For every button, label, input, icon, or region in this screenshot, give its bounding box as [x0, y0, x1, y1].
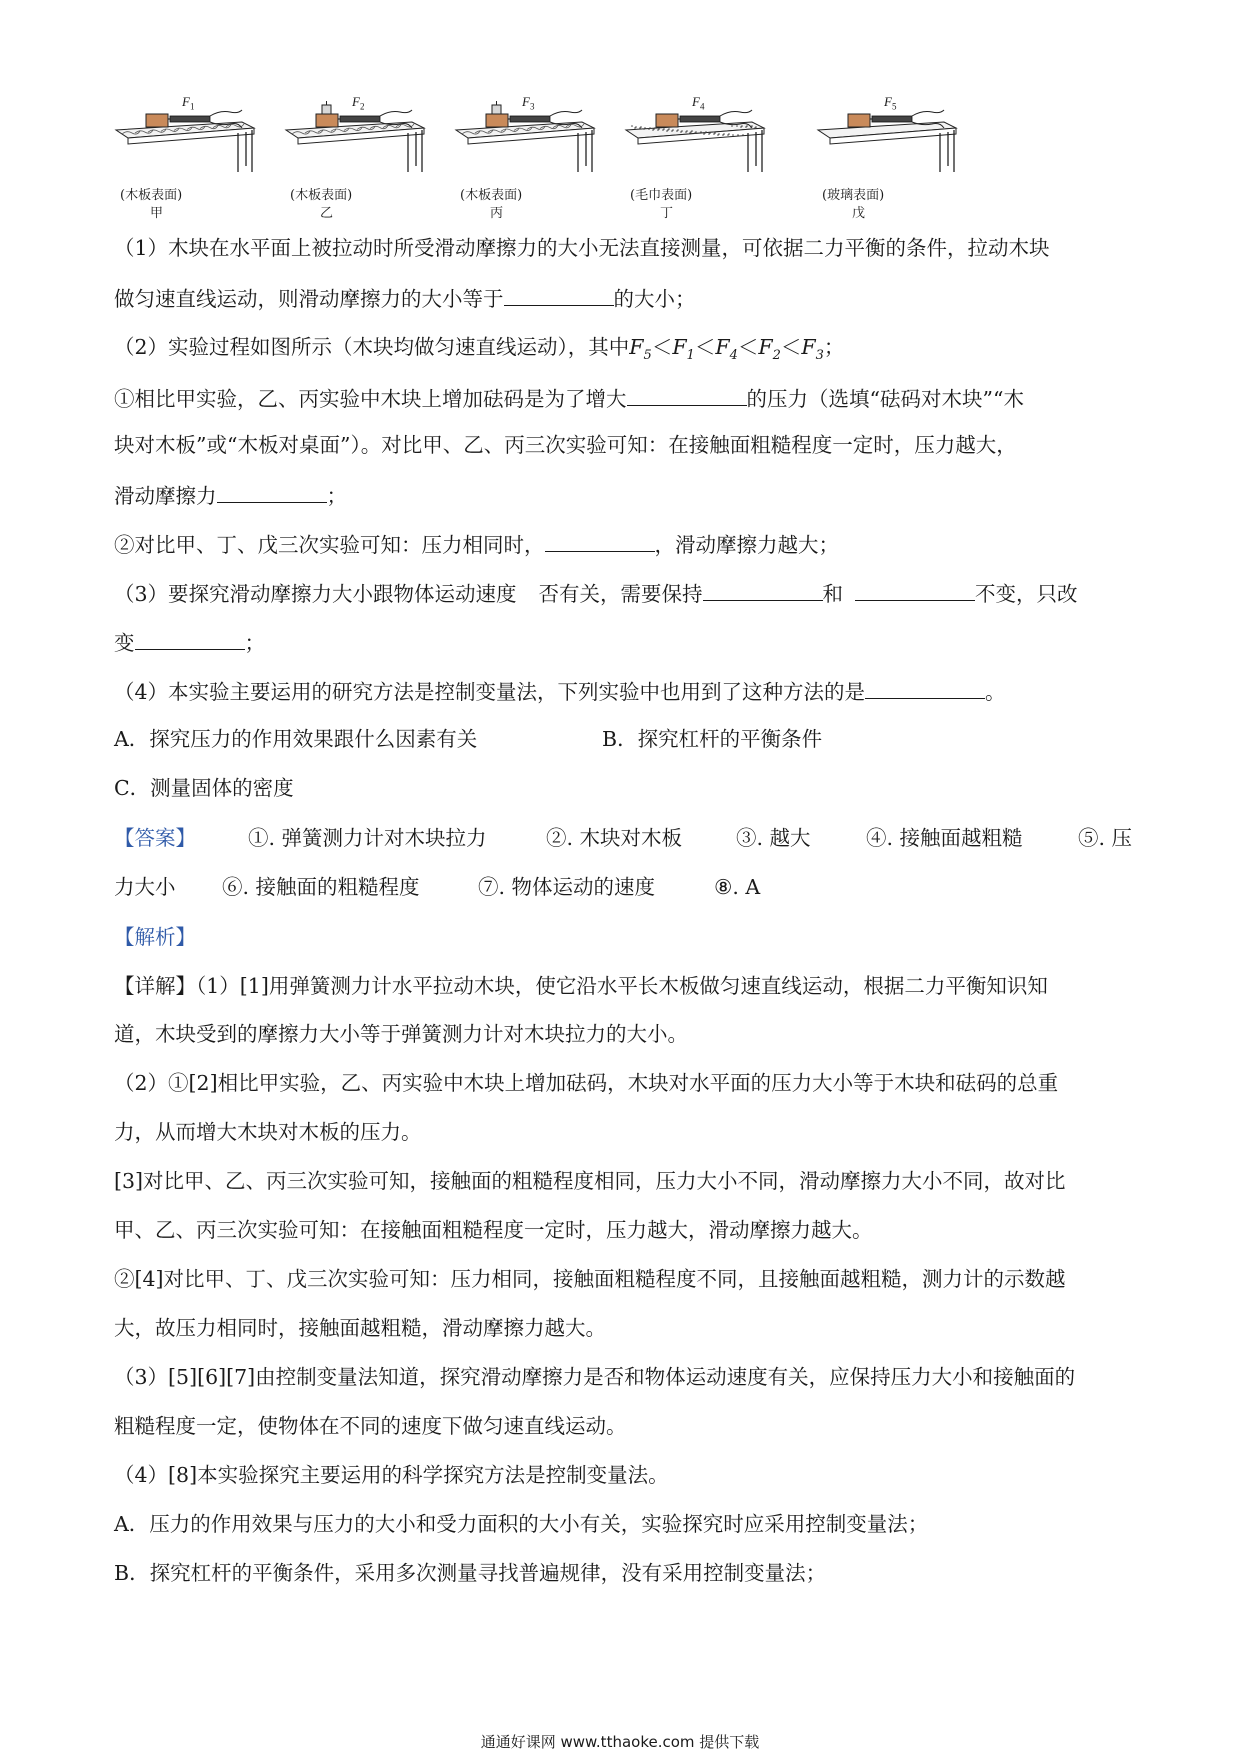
q1-line2-a: 做匀速直线运动，则滑动摩擦力的大小等于: [114, 287, 504, 311]
q3-a: （3）要探究滑动摩擦力大小跟物体运动速度: [114, 582, 517, 606]
option-b: B．探究杠杆的平衡条件: [602, 727, 823, 751]
detail-line11: （4）[8]本实验探究主要运用的科学探究方法是控制变量法。: [114, 1463, 669, 1487]
answer-blank-1[interactable]: [504, 285, 614, 306]
q1-line2: [114, 285, 1126, 311]
towel-dot: [676, 130, 678, 132]
force-symbol: $F_2$: [758, 335, 781, 364]
spring-scale: [872, 116, 912, 122]
towel-dot: [643, 128, 645, 130]
spring-scale: [510, 116, 550, 122]
answer-blank-3[interactable]: [217, 482, 327, 503]
q2-p1-a: ①相比甲实验，乙、丙实验中木块上增加砝码是为了增大: [114, 387, 627, 411]
q2-p2-line: [114, 531, 1126, 557]
answer-item-2: ②. 木块对木板: [546, 826, 683, 850]
force-label: $F_4$: [692, 94, 705, 112]
detail-text-1: （1）[1]用弹簧测力计水平拉动木块，使它沿水平长木板做匀速直线运动，根据二力平衡知识知: [196, 974, 1048, 998]
towel-dot: [727, 134, 729, 136]
answer-blank-8[interactable]: [865, 678, 985, 699]
answer-item-5: ⑤. 压: [1078, 826, 1133, 850]
surface-label: (毛巾表面): [630, 188, 693, 203]
towel-dot: [708, 133, 710, 135]
q3-c: 和: [822, 582, 844, 606]
towel-dot: [680, 131, 682, 133]
detail-line8: 大，故压力相同时，接触面越粗糙，滑动摩擦力越大。: [114, 1316, 606, 1340]
wood-block: [316, 114, 338, 127]
towel-dot: [732, 134, 734, 136]
towel-dot: [634, 127, 636, 129]
force-symbol: $F_1$: [672, 335, 695, 364]
q2-p2-a: ②对比甲、丁、戊三次实验可知：压力相同时，: [114, 533, 545, 557]
force-label: $F_5$: [884, 94, 897, 112]
force-symbol: $F_5$: [629, 335, 652, 364]
force-inequality: [629, 335, 845, 364]
force-label: $F_3$: [522, 94, 535, 112]
detail-line13: B．探究杠杆的平衡条件，采用多次测量寻找普遍规律，没有采用控制变量法；: [114, 1561, 827, 1585]
answer-blank-4[interactable]: [545, 531, 655, 552]
answer-line2: [114, 875, 1126, 899]
towel-dot: [742, 134, 744, 136]
detail-line7: ②[4]对比甲、丁、戊三次实验可知：压力相同，接触面粗糙程度不同，且接触面越粗糙，测力计的示数越: [114, 1267, 1066, 1291]
q3-f: ；: [244, 631, 265, 655]
answer-item-1: ①. 弹簧测力计对木块拉力: [248, 826, 487, 850]
surface-label: (木板表面): [120, 188, 183, 203]
q1-line2-b: 的大小；: [613, 287, 696, 311]
spring-scale: [170, 116, 210, 122]
q2-p1-d: 滑动摩擦力: [114, 484, 217, 508]
figure-caption: 乙: [320, 206, 334, 221]
figure-ding: [622, 92, 772, 222]
towel-dot: [648, 128, 650, 130]
q1-line1: （1）木块在水平面上被拉动时所受滑动摩擦力的大小无法直接测量，可依据二力平衡的条件，拉动木块: [114, 236, 1050, 260]
detail-line6: 甲、乙、丙三次实验可知：在接触面粗糙程度一定时，压力越大，滑动摩擦力越大。: [114, 1218, 873, 1242]
towel-dot: [740, 126, 742, 128]
detail-label: 【详解】: [114, 974, 196, 998]
towel-dot: [737, 134, 739, 136]
force-label: $F_1$: [182, 94, 195, 112]
towel-dot: [736, 125, 738, 127]
inequality-symbol: ＜: [780, 335, 802, 359]
towel-dot: [652, 129, 654, 131]
q2-p1-line2: 块对木板”或“木板对桌面”）。对比甲、乙、丙三次实验可知：在接触面粗糙程度一定时，压力越大，: [114, 433, 1017, 457]
q2-p1-line1: [114, 385, 1126, 411]
towel-dot: [713, 133, 715, 135]
inequality-symbol: ＜: [651, 335, 673, 359]
figure-caption: 甲: [150, 206, 164, 221]
q3-line2: [114, 629, 1126, 655]
q2-p2-b: ，滑动摩擦力越大；: [654, 533, 839, 557]
figure-yi: [282, 92, 432, 222]
spring-scale: [340, 116, 380, 122]
q3-e: 变: [114, 631, 135, 655]
detail-line10: 粗糙程度一定，使物体在不同的速度下做匀速直线运动。: [114, 1414, 627, 1438]
force-label: $F_2$: [352, 94, 365, 112]
towel-dot: [662, 129, 664, 131]
answer-blank-2[interactable]: [627, 385, 747, 406]
figure-wu: [814, 92, 964, 222]
q4-b: 。: [985, 680, 1006, 704]
detail-line1: [114, 974, 1126, 998]
towel-dot: [631, 125, 633, 127]
q2-intro-line: [114, 335, 1126, 368]
experiment-figures: [112, 92, 992, 222]
answer-blank-6[interactable]: [855, 580, 975, 601]
q4-line: [114, 678, 1126, 704]
q2-p1-e: ；: [326, 484, 347, 508]
towel-dot: [745, 126, 747, 128]
wood-block: [656, 114, 678, 127]
detail-line2: 道，木块受到的摩擦力大小等于弹簧测力计对木块拉力的大小。: [114, 1022, 688, 1046]
towel-dot: [717, 134, 719, 136]
answer-item-8: ⑧. A: [714, 875, 761, 899]
figure-caption: 丁: [660, 206, 674, 221]
force-symbol: $F_3$: [801, 335, 824, 364]
surface-label: (木板表面): [290, 188, 353, 203]
q3-d: 不变，只改: [975, 582, 1078, 606]
figure-bing: [452, 92, 602, 222]
q3-line1: [114, 580, 1126, 606]
answer-item-4: ④. 接触面越粗糙: [866, 826, 1023, 850]
detail-line5: [3]对比甲、乙、丙三次实验可知，接触面的粗糙程度相同，压力大小不同，滑动摩擦力大小不同，故对比: [114, 1169, 1066, 1193]
option-c: C．测量固体的密度: [114, 776, 294, 800]
towel-dot: [671, 130, 673, 132]
answer-item-5-cont: 力大小: [114, 875, 176, 899]
q2-p1-b: 的压力（选填“砝码对木块”“木: [746, 387, 1024, 411]
towel-dot: [694, 132, 696, 134]
figure-caption: 戊: [852, 206, 866, 221]
answer-item-7: ⑦. 物体运动的速度: [478, 875, 656, 899]
figure-caption: 丙: [490, 206, 504, 221]
weight: [492, 105, 501, 114]
q2-intro: （2）实验过程如图所示（木块均做匀速直线运动），其中: [114, 335, 630, 359]
spring-scale: [680, 116, 720, 122]
force-symbol: $F_4$: [715, 335, 738, 364]
weight: [322, 105, 331, 114]
answer-line1: [114, 826, 1133, 850]
answer-item-6: ⑥. 接触面的粗糙程度: [222, 875, 420, 899]
answer-blank-7[interactable]: [135, 629, 245, 650]
wood-block: [146, 114, 168, 127]
towel-dot: [685, 131, 687, 133]
detail-line9: （3）[5][6][7]由控制变量法知道，探究滑动摩擦力是否和物体运动速度有关，应保持压力大小和接触面的: [114, 1365, 1076, 1389]
towel-dot: [754, 127, 756, 129]
surface-label: (玻璃表面): [822, 188, 885, 203]
towel-dot: [639, 127, 641, 129]
detail-line4: 力，从而增大木块对木板的压力。: [114, 1120, 422, 1144]
towel-dot: [731, 125, 733, 127]
q3-b: 否有关，需要保持: [538, 582, 703, 606]
towel-dot: [666, 130, 668, 132]
surface-label: (木板表面): [460, 188, 523, 203]
inequality-symbol: ＜: [694, 335, 716, 359]
answer-label: 【答案】: [114, 826, 196, 850]
figure-jia: [112, 92, 262, 222]
wood-block: [486, 114, 508, 127]
detail-line12: A．压力的作用效果与压力的大小和受力面积的大小有关，实验探究时应采用控制变量法；: [114, 1512, 929, 1536]
towel-dot: [722, 134, 724, 136]
analysis-label: 【解析】: [114, 925, 196, 949]
detail-line3: （2）①[2]相比甲实验，乙、丙实验中木块上增加砝码，木块对水平面的压力大小等于木块和砝码的总重: [114, 1071, 1059, 1095]
q4-options-ab: [114, 727, 1126, 751]
answer-item-3: ③. 越大: [736, 826, 811, 850]
page-footer: 通通好课网 www.tthaoke.com 提供下载: [480, 1733, 760, 1751]
towel-dot: [703, 133, 705, 135]
inequality-symbol: ＜: [737, 335, 759, 359]
towel-dot: [657, 129, 659, 131]
q2-p1-line3: [114, 482, 1126, 508]
wood-block: [848, 114, 870, 127]
towel-dot: [689, 132, 691, 134]
answer-blank-5[interactable]: [703, 580, 823, 601]
towel-dot: [699, 132, 701, 134]
q4-a: （4）本实验主要运用的研究方法是控制变量法，下列实验中也用到了这种方法的是: [114, 680, 866, 704]
inequality-symbol: ；: [823, 335, 845, 359]
option-a: A．探究压力的作用效果跟什么因素有关: [114, 727, 478, 751]
